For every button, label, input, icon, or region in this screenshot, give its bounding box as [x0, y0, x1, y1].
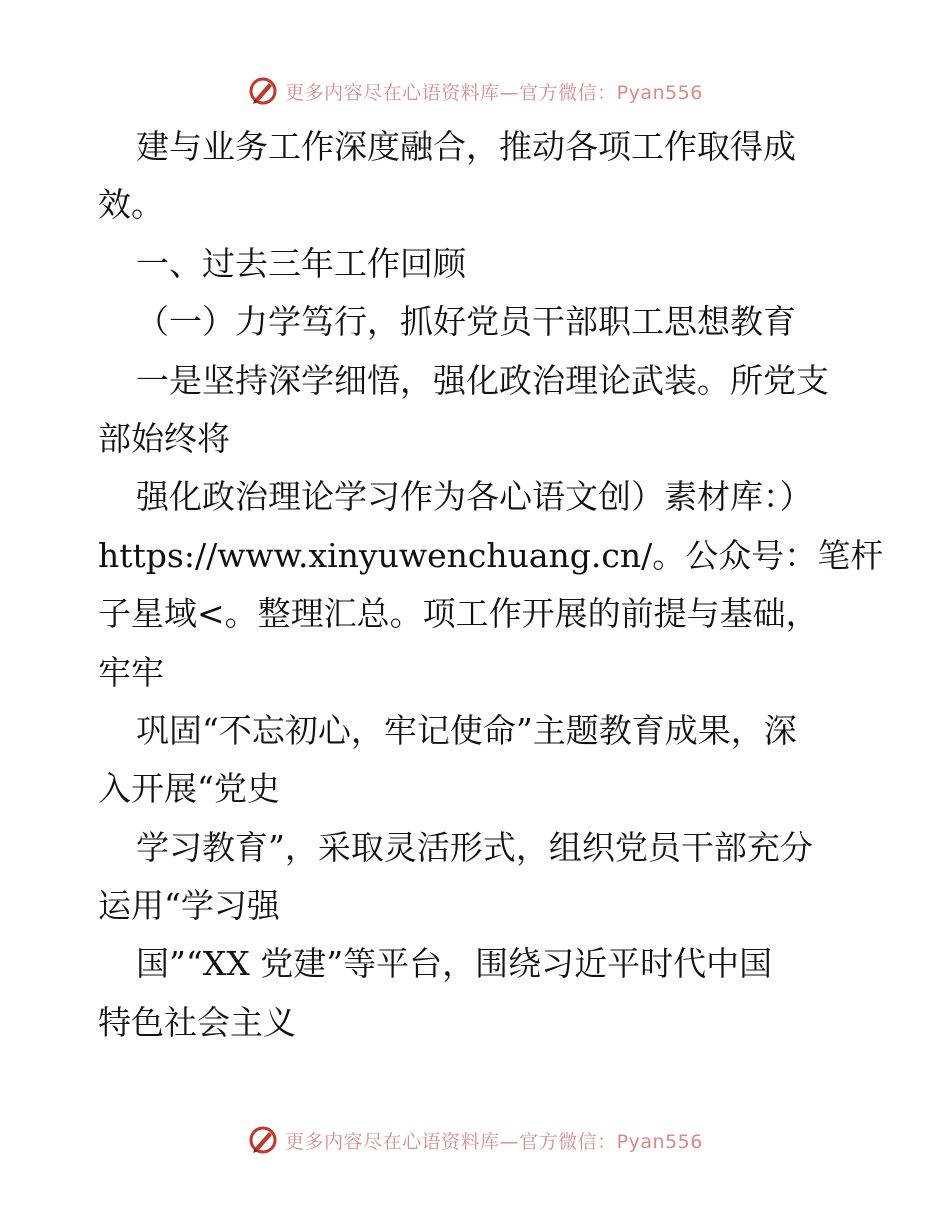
pen-logo-icon: [247, 1124, 279, 1156]
text-line: 巩固“不忘初心，牢记使命”主题教育成果，深: [136, 710, 797, 750]
text-line: 运用“学习强: [98, 886, 280, 926]
text-line: 部始终将: [98, 418, 230, 458]
header-watermark: [0, 71, 950, 111]
text-line: 一、过去三年工作回顾: [136, 243, 466, 283]
text-line: 特色社会主义: [98, 1002, 296, 1042]
text-line: https://www.xinyuwenchuang.cn/。公众号：笔杆: [98, 535, 884, 575]
footer-watermark: [0, 1120, 950, 1160]
watermark-group: [247, 75, 703, 107]
watermark-text: 更多内容尽在心语资料库—官方微信：Pyan556: [285, 81, 703, 104]
watermark-text: 更多内容尽在心语资料库—官方微信：Pyan556: [285, 1130, 703, 1153]
text-line: 强化政治理论学习作为各心语文创）素材库：）: [136, 477, 813, 517]
document-body: [98, 118, 884, 1052]
text-line: 建与业务工作深度融合，推动各项工作取得成: [136, 127, 796, 166]
text-line: 国”“XX 党建”等平台，围绕习近平时代中国: [136, 944, 773, 984]
text-line: 一是坚持深学细悟，强化政治理论武装。所党支: [136, 360, 829, 400]
text-line: 效。: [98, 185, 164, 225]
pen-logo-icon: [247, 75, 279, 107]
text-line: 学习教育”，采取灵活形式，组织党员干部充分: [136, 827, 813, 867]
text-line: （一）力学笃行，抓好党员干部职工思想教育: [136, 302, 796, 342]
text-line: 子星域<。整理汇总。项工作开展的前提与基础，: [98, 594, 819, 634]
text-line: 牢牢: [98, 652, 164, 692]
watermark-group: [247, 1124, 703, 1156]
text-line: 入开展“党史: [98, 769, 280, 809]
